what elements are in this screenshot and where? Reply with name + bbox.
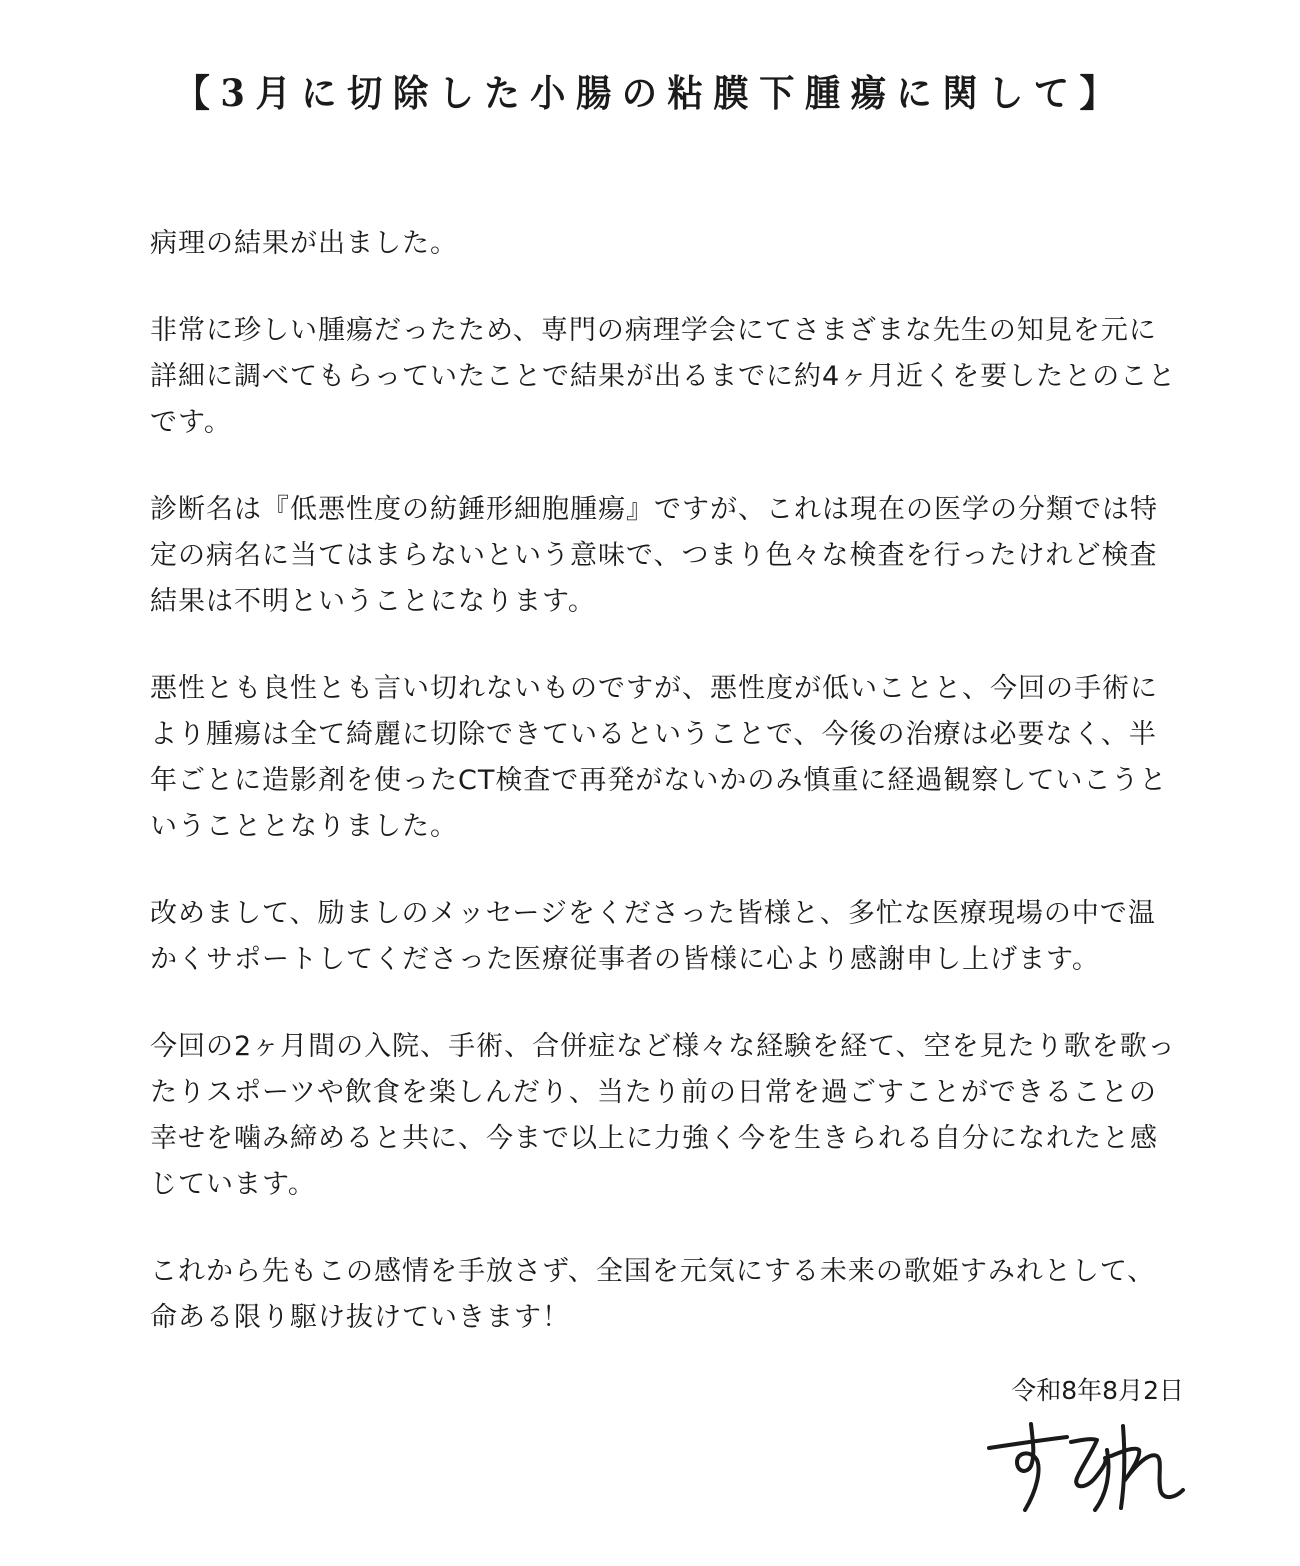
body-line: たりスポーツや飲食を楽しんだり、当たり前の日常を過ごすことができることの bbox=[150, 1077, 1157, 1108]
paragraph-gap bbox=[150, 625, 1190, 666]
body-line: 今回の2ヶ月間の入院、手術、合併症など様々な経験を経て、空を見たり歌を歌っ bbox=[150, 1031, 1176, 1062]
paragraph-5 bbox=[150, 891, 1190, 983]
paragraph-3 bbox=[150, 487, 1190, 625]
paragraph-gap bbox=[150, 850, 1190, 891]
body-line: 命ある限り駆け抜けていきます！ bbox=[150, 1302, 570, 1333]
letter-date: 令和8年8月2日 bbox=[1011, 1376, 1184, 1405]
body-line: より腫瘍は全て綺麗に切除できているということで、今後の治療は必要なく、半 bbox=[150, 719, 1157, 750]
paragraph-gap bbox=[150, 1208, 1190, 1249]
body-line: これから先もこの感情を手放さず、全国を元気にする未来の歌姫すみれとして、 bbox=[150, 1256, 1156, 1287]
body-line: 改めまして、励ましのメッセージをくださった皆様と、多忙な医療現場の中で温 bbox=[150, 898, 1156, 929]
body-line: 幸せを噛み締めると共に、今まで以上に力強く今を生きられる自分になれたと感 bbox=[150, 1123, 1158, 1154]
body-line: 非常に珍しい腫瘍だったため、専門の病理学会にてさまざまな先生の知見を元に bbox=[150, 315, 1157, 346]
letter-body bbox=[150, 221, 1190, 1341]
body-line: 詳細に調べてもらっていたことで結果が出るまでに約4ヶ月近くを要したとのこと bbox=[150, 361, 1177, 392]
body-line: 定の病名に当てはまらないという意味で、つまり色々な検査を行ったけれど検査 bbox=[150, 540, 1158, 571]
body-line: です。 bbox=[150, 407, 232, 438]
body-line: 年ごとに造影剤を使ったCT検査で再発がないかのみ慎重に経過観察していこうと bbox=[150, 765, 1168, 796]
paragraph-1 bbox=[150, 221, 1190, 267]
body-line: 診断名は『低悪性度の紡錘形細胞腫瘍』ですが、これは現在の医学の分類では特 bbox=[150, 494, 1158, 525]
paragraph-7 bbox=[150, 1249, 1190, 1341]
letter-title: 【3月に切除した小腸の粘膜下腫瘍に関して】 bbox=[174, 71, 1126, 115]
handwritten-signature bbox=[985, 1410, 1205, 1520]
body-line: かくサポートしてくださった医療従事者の皆様に心より感謝申し上げます。 bbox=[150, 944, 1100, 975]
paragraph-gap bbox=[150, 446, 1190, 487]
body-line: 結果は不明ということになります。 bbox=[150, 586, 596, 617]
body-line: じています。 bbox=[150, 1169, 316, 1200]
body-line: 病理の結果が出ました。 bbox=[150, 228, 458, 259]
paragraph-gap bbox=[150, 983, 1190, 1024]
paragraph-gap bbox=[150, 267, 1190, 308]
paragraph-4 bbox=[150, 666, 1190, 850]
body-line: 悪性とも良性とも言い切れないものですが、悪性度が低いことと、今回の手術に bbox=[150, 673, 1158, 704]
paragraph-2 bbox=[150, 308, 1190, 446]
body-line: いうこととなりました。 bbox=[150, 811, 458, 842]
paragraph-6 bbox=[150, 1024, 1190, 1208]
